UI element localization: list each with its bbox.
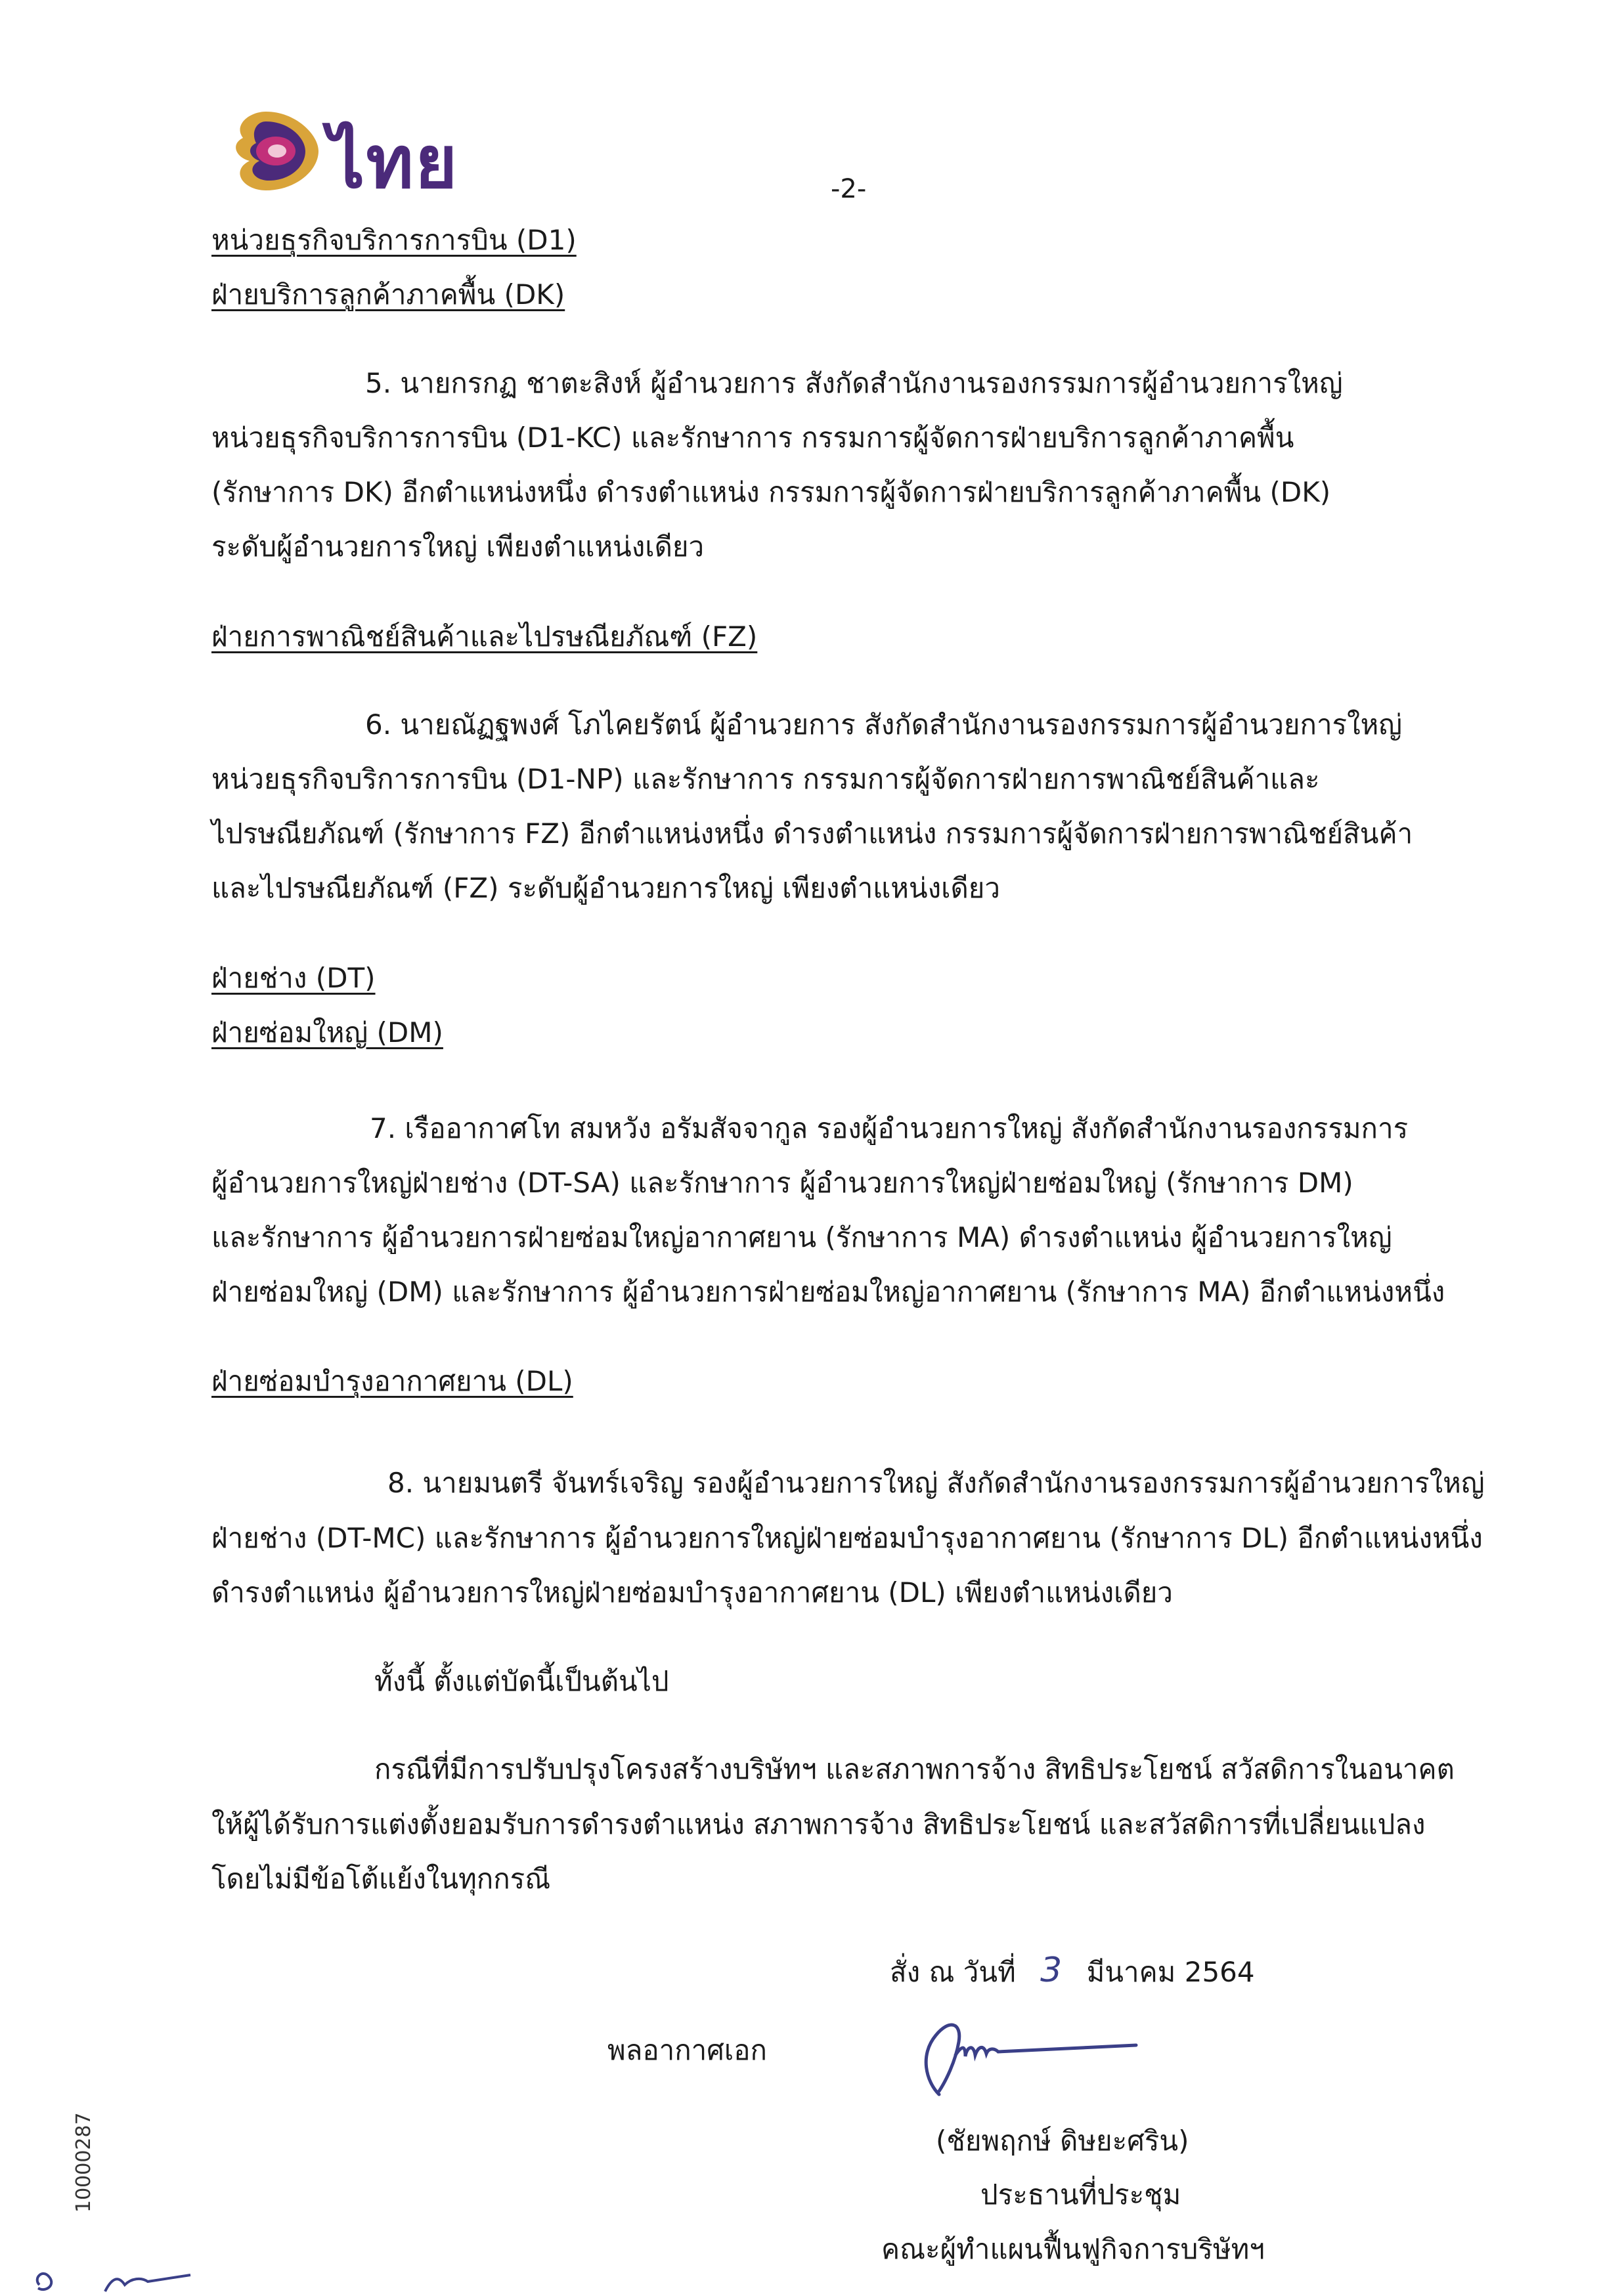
effective-statement: ทั้งนี้ ตั้งแต่บัดนี้เป็นต้นไป (374, 1665, 669, 1697)
item6-line1: 6. นายณัฏฐพงศ์ โภไคยรัตน์ ผู้อำนวยการ สังกัดสำนักงานรองกรรมการผู้อำนวยการใหญ่ (365, 708, 1403, 741)
item6-line2: หน่วยธุรกิจบริการการบิน (D1-NP) และรักษาการ กรรมการผู้จัดการฝ่ายการพาณิชย์สินค้าและ (211, 763, 1320, 795)
date-month-year: มีนาคม 2564 (1086, 1956, 1255, 1988)
thai-airways-logo (204, 98, 459, 204)
item8-line2: ฝ่ายช่าง (DT-MC) และรักษาการ ผู้อำนวยการใหญ่ฝ่ายซ่อมบำรุงอากาศยาน (รักษาการ DL) อีกตำแหน่งหนึ่ง (211, 1522, 1483, 1554)
item5-line4: ระดับผู้อำนวยการใหญ่ เพียงตำแหน่งเดียว (211, 531, 705, 563)
page-number: -2- (831, 174, 867, 204)
orchid-logo-icon (204, 98, 328, 204)
heading-fz: ฝ่ายการพาณิชย์สินค้าและไปรษณียภัณฑ์ (FZ) (211, 620, 758, 653)
logo-wordmark: ไทย (328, 120, 459, 204)
signatory-title-2: คณะผู้ทำแผนฟื้นฟูกิจการบริษัทฯ (881, 2233, 1265, 2265)
item8-line3: ดำรงตำแหน่ง ผู้อำนวยการใหญ่ฝ่ายซ่อมบำรุงอากาศยาน (DL) เพียงตำแหน่งเดียว (211, 1576, 1173, 1609)
heading-dl: ฝ่ายซ่อมบำรุงอากาศยาน (DL) (211, 1365, 573, 1397)
signatory-title-1: ประธานที่ประชุม (980, 2178, 1181, 2211)
signatory-rank: พลอากาศเอก (607, 2034, 767, 2066)
condition-line1: กรณีที่มีการปรับปรุงโครงสร้างบริษัทฯ และสภาพการจ้าง สิทธิประโยชน์ สวัสดิการในอนาคต (374, 1753, 1455, 1785)
item6-line3: ไปรษณียภัณฑ์ (รักษาการ FZ) อีกตำแหน่งหนึ่ง ดำรงตำแหน่ง กรรมการผู้จัดการฝ่ายการพาณิชย์สินค้า (211, 817, 1413, 850)
item5-line1: 5. นายกรกฏ ชาตะสิงห์ ผู้อำนวยการ สังกัดสำนักงานรองกรรมการผู้อำนวยการใหญ่ (365, 367, 1343, 399)
heading-dt: ฝ่ายช่าง (DT) (211, 962, 376, 994)
document-id: 10000287 (72, 2112, 95, 2213)
item6-line4: และไปรษณียภัณฑ์ (FZ) ระดับผู้อำนวยการใหญ่ เพียงตำแหน่งเดียว (211, 872, 1000, 904)
item7-line1: 7. เรืออากาศโท สมหวัง อรัมสัจจากูล รองผู้อำนวยการใหญ่ สังกัดสำนักงานรองกรรมการ (370, 1112, 1409, 1144)
item5-line2: หน่วยธุรกิจบริการการบิน (D1-KC) และรักษาการ กรรมการผู้จัดการฝ่ายบริการลูกค้าภาคพื้น (211, 422, 1294, 454)
condition-line3: โดยไม่มีข้อโต้แย้งในทุกกรณี (211, 1863, 551, 1895)
handwritten-signature (900, 1983, 1162, 2108)
handwritten-initials (26, 2259, 197, 2296)
signatory-name: (ชัยพฤกษ์ ดิษยะศริน) (936, 2125, 1189, 2157)
item7-line3: และรักษาการ ผู้อำนวยการฝ่ายซ่อมใหญ่อากาศยาน (รักษาการ MA) ดำรงตำแหน่ง ผู้อำนวยการใหญ่ (211, 1221, 1392, 1253)
heading-dk: ฝ่ายบริการลูกค้าภาคพื้น (DK) (211, 278, 565, 311)
item8-line1: 8. นายมนตรี จันทร์เจริญ รองผู้อำนวยการใหญ่ สังกัดสำนักงานรองกรรมการผู้อำนวยการใหญ่ (387, 1467, 1485, 1499)
date-day-handwritten: 3 (1040, 1951, 1063, 1990)
item7-line4: ฝ่ายซ่อมใหญ่ (DM) และรักษาการ ผู้อำนวยการฝ่ายซ่อมใหญ่อากาศยาน (รักษาการ MA) อีกตำแหน่งหนึ่ง (211, 1276, 1445, 1308)
item7-line2: ผู้อำนวยการใหญ่ฝ่ายช่าง (DT-SA) และรักษาการ ผู้อำนวยการใหญ่ฝ่ายซ่อมใหญ่ (รักษาการ DM) (211, 1167, 1353, 1199)
heading-d1: หน่วยธุรกิจบริการการบิน (D1) (211, 224, 577, 256)
condition-line2: ให้ผู้ได้รับการแต่งตั้งยอมรับการดำรงตำแหน่ง สภาพการจ้าง สิทธิประโยชน์ และสวัสดิการที่เปลี่ยนแปลง (211, 1808, 1426, 1840)
heading-dm: ฝ่ายซ่อมใหญ่ (DM) (211, 1016, 443, 1049)
date-prefix: สั่ง ณ วันที่ (890, 1956, 1016, 1988)
item5-line3: (รักษาการ DK) อีกตำแหน่งหนึ่ง ดำรงตำแหน่ง กรรมการผู้จัดการฝ่ายบริการลูกค้าภาคพื้น (DK) (211, 476, 1331, 508)
